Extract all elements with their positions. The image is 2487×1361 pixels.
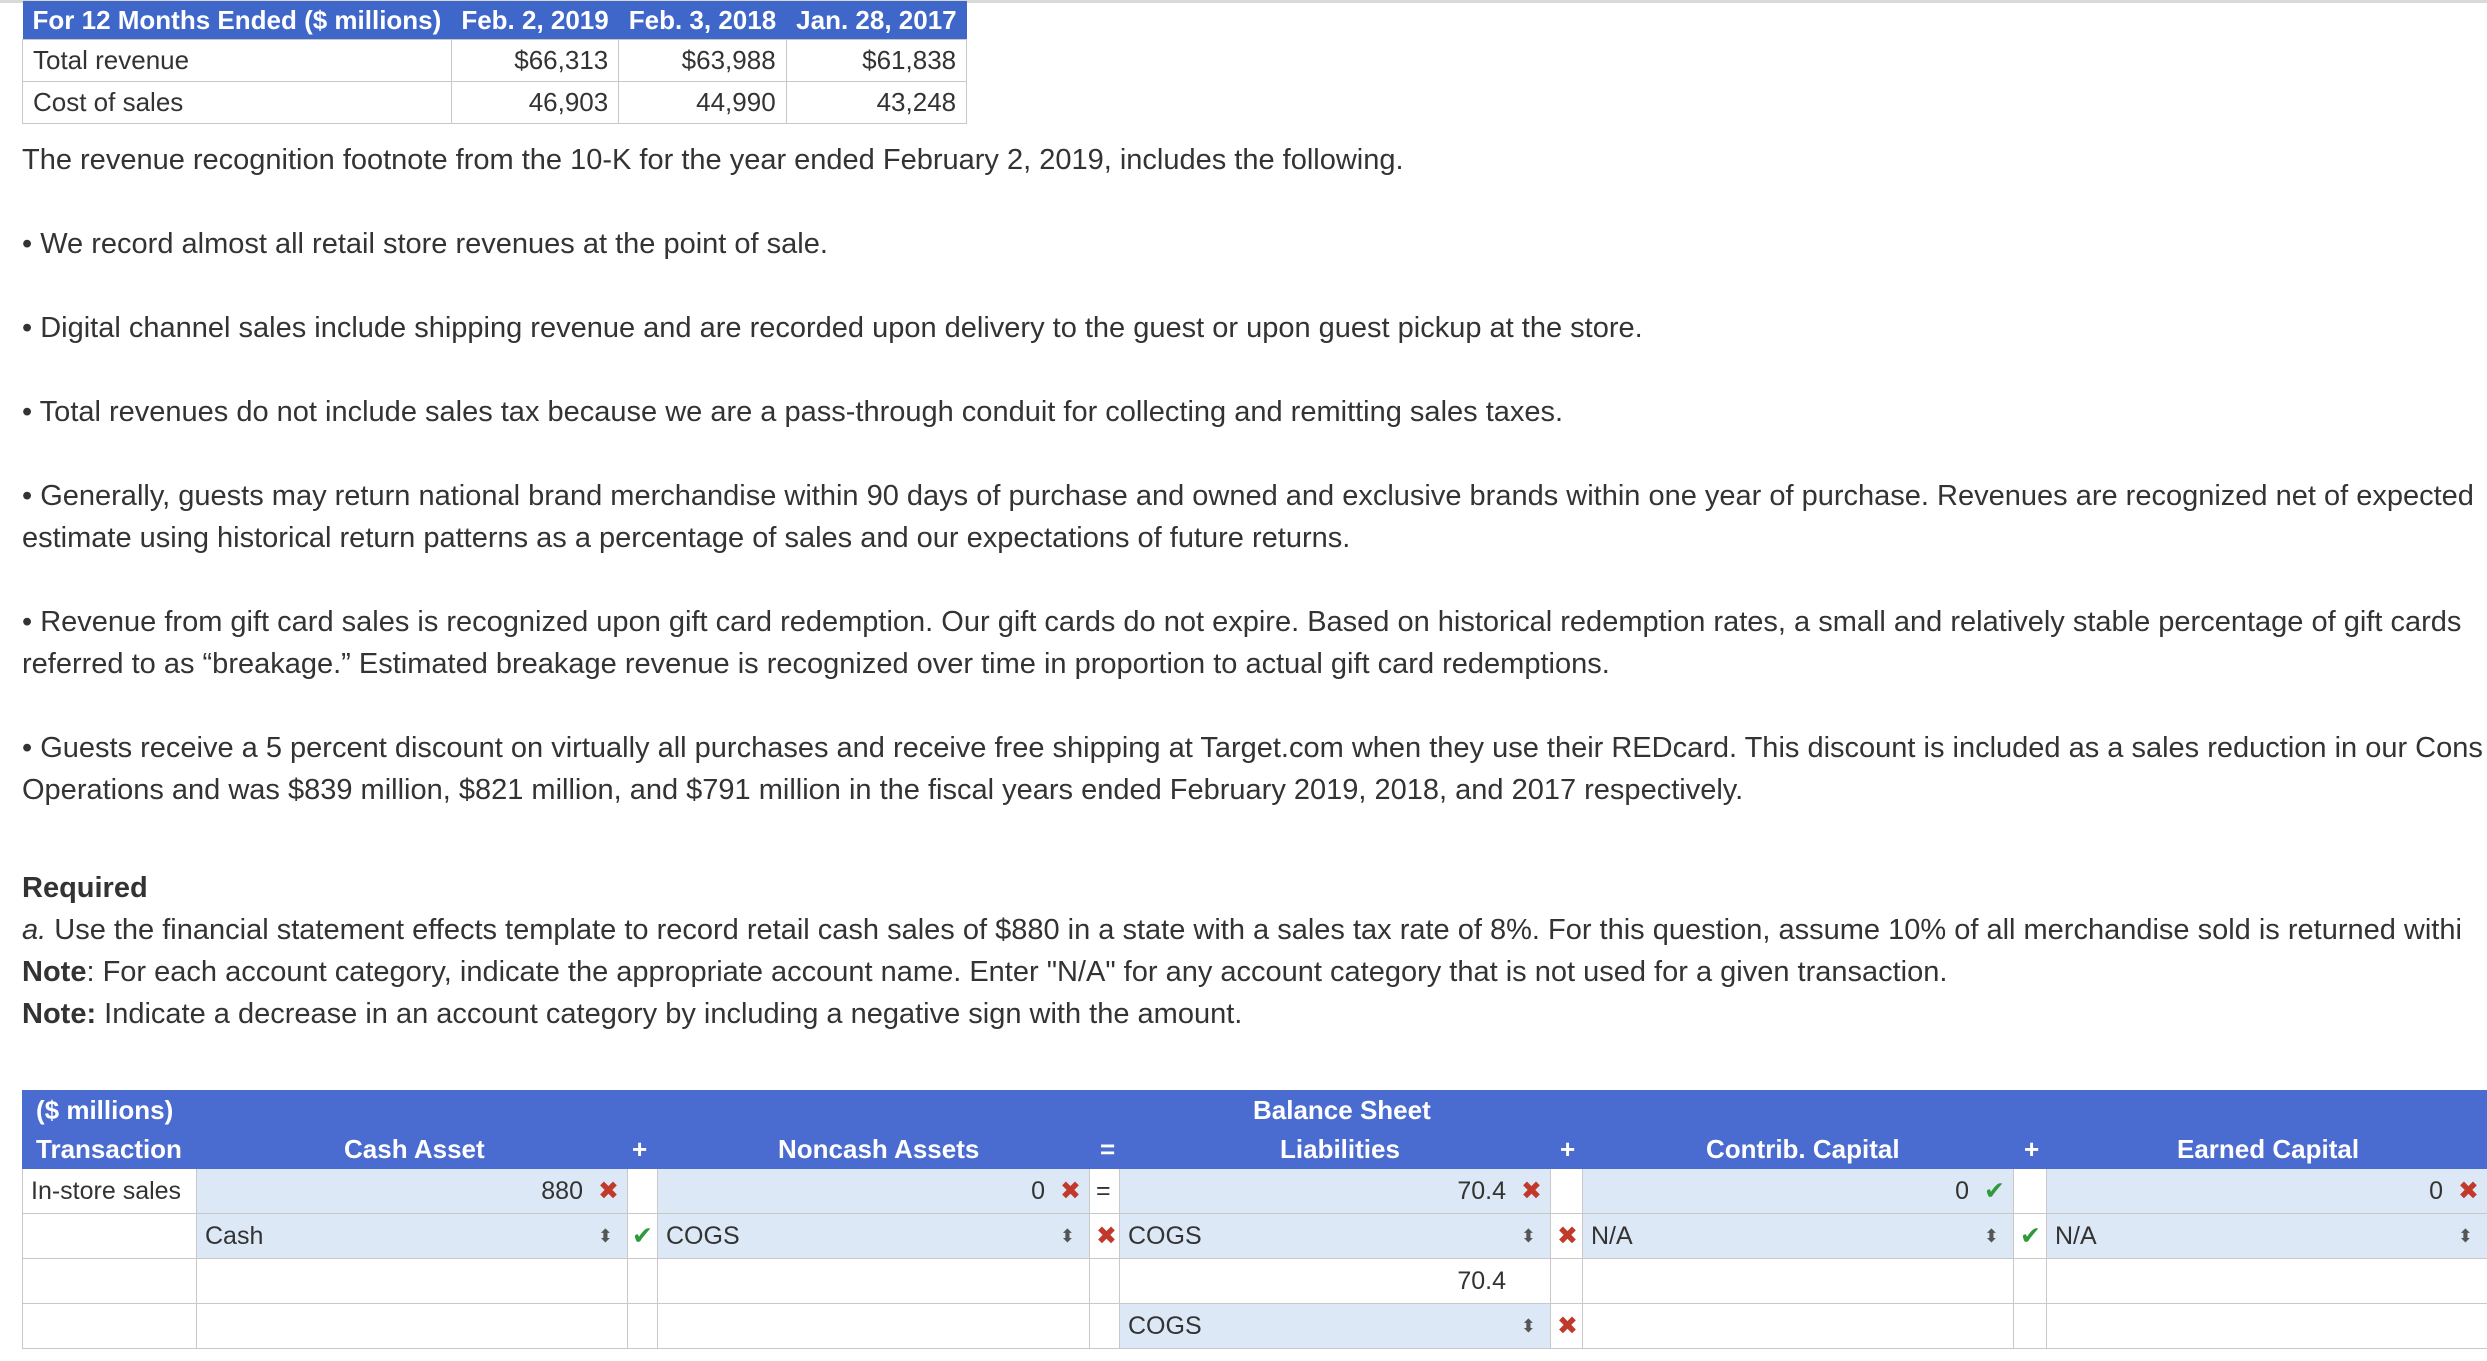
select-arrows-icon: ⬍ xyxy=(1059,1226,1075,1246)
liabilities-account-2-select[interactable] xyxy=(1119,1304,1550,1348)
empty-cell xyxy=(196,1259,627,1303)
contrib-account-value: N/A xyxy=(1591,1222,1633,1250)
equals-sign: = xyxy=(1096,1177,1111,1205)
transaction-cell xyxy=(22,1304,196,1348)
equals-cell xyxy=(1089,1169,1119,1213)
income-table-header xyxy=(23,1,967,40)
select-arrows-icon: ⬍ xyxy=(2457,1226,2473,1246)
select-arrows-icon: ⬍ xyxy=(597,1226,613,1246)
incorrect-icon: ✖ xyxy=(1060,1177,1081,1205)
balance-sheet-header: Balance Sheet xyxy=(1253,1095,1431,1125)
spacer-cell xyxy=(627,1169,657,1213)
noncash-account-value: COGS xyxy=(666,1222,740,1250)
intro-text: The revenue recognition footnote from the 10-K for the year ended February 2, 2019, includes the following. xyxy=(22,144,1404,176)
bullet-returns: • Generally, guests may return national brand merchandise within 90 days of purchase and owned and exclusive brands within one year of purchase. Revenues are recognized net of expected xyxy=(22,480,2474,512)
select-arrows-icon: ⬍ xyxy=(1520,1316,1536,1336)
table-row xyxy=(22,1169,2487,1214)
bullet-redcard-cont: Operations and was $839 million, $821 million, and $791 million in the fiscal years ended February 2019, 2018, and 2017 respectively. xyxy=(22,774,1744,806)
status-cell xyxy=(2013,1214,2046,1258)
incorrect-icon: ✖ xyxy=(2458,1177,2479,1205)
noncash-assets-header: Noncash Assets xyxy=(778,1134,980,1164)
select-arrows-icon: ⬍ xyxy=(1520,1226,1536,1246)
earned-amount-value: 0 xyxy=(2429,1177,2443,1205)
plus-sign: + xyxy=(2024,1134,2040,1164)
select-arrows-icon: ⬍ xyxy=(1983,1226,1999,1246)
cash-asset-header: Cash Asset xyxy=(344,1134,485,1164)
contrib-account-select[interactable] xyxy=(1582,1214,2013,1258)
row-label: Total revenue xyxy=(23,40,452,82)
incorrect-icon: ✖ xyxy=(598,1177,619,1205)
table-row xyxy=(22,1304,2487,1349)
transaction-header: Transaction xyxy=(36,1134,182,1164)
bullet-gift-card-cont: referred to as “breakage.” Estimated breakage revenue is recognized over time in proportion to actual gift card redemptions. xyxy=(22,648,1610,680)
earned-account-select[interactable] xyxy=(2046,1214,2487,1258)
earned-account-value: N/A xyxy=(2055,1222,2097,1250)
empty-cell xyxy=(1550,1259,1582,1303)
part-a-letter: a. xyxy=(22,914,47,946)
correct-icon: ✔ xyxy=(2020,1222,2041,1250)
liabilities-amount-2-cell[interactable] xyxy=(1119,1259,1550,1303)
contrib-amount-value: 0 xyxy=(1955,1177,1969,1205)
plus-sign: + xyxy=(1560,1134,1576,1164)
empty-cell xyxy=(627,1304,657,1348)
template-header xyxy=(22,1090,2487,1169)
spacer-cell xyxy=(2013,1169,2046,1213)
correct-icon: ✔ xyxy=(1984,1177,2005,1205)
row-label: Cost of sales xyxy=(23,82,452,124)
contrib-capital-header: Contrib. Capital xyxy=(1706,1134,1900,1164)
earned-amount-input[interactable] xyxy=(2046,1169,2487,1213)
empty-cell xyxy=(657,1259,1089,1303)
bullet-redcard: • Guests receive a 5 percent discount on virtually all purchases and receive free shipping at Target.com when they use their REDcard. This discount is included as a sales reduction in our Cons xyxy=(22,732,2483,764)
status-cell xyxy=(1550,1304,1582,1348)
liabilities-account-value: COGS xyxy=(1128,1222,1202,1250)
cash-account-value: Cash xyxy=(205,1222,264,1250)
cell-value: 43,248 xyxy=(786,82,966,124)
cash-amount-input[interactable] xyxy=(196,1169,627,1213)
cell-value: $61,838 xyxy=(786,40,966,82)
bullet-digital: • Digital channel sales include shipping revenue and are recorded upon delivery to the guest or upon guest pickup at the store. xyxy=(22,312,1643,344)
incorrect-icon: ✖ xyxy=(1557,1222,1578,1250)
empty-cell xyxy=(657,1304,1089,1348)
note-negative-sign xyxy=(22,993,1242,1035)
status-cell xyxy=(1089,1214,1119,1258)
empty-cell xyxy=(1089,1304,1119,1348)
bullet-sales-tax: • Total revenues do not include sales tax because we are a pass-through conduit for collecting and remitting sales taxes. xyxy=(22,396,1564,428)
table-row xyxy=(23,40,967,82)
cell-value: $66,313 xyxy=(451,40,618,82)
empty-cell xyxy=(1582,1259,2013,1303)
transaction-cell xyxy=(22,1214,196,1258)
status-cell xyxy=(627,1214,657,1258)
units-label: ($ millions) xyxy=(36,1095,174,1125)
liabilities-header: Liabilities xyxy=(1280,1134,1400,1164)
note-label: Note xyxy=(22,956,87,988)
bullet-point-sale: • We record almost all retail store revenues at the point of sale. xyxy=(22,228,828,260)
income-table xyxy=(22,1,967,124)
bullet-gift-card: • Revenue from gift card sales is recognized upon gift card redemption. Our gift cards do not expire. Based on historical redemption rates, a small and relatively stable percentage of gift cards xyxy=(22,606,2462,638)
income-header-period: For 12 Months Ended ($ millions) xyxy=(23,1,452,40)
note-text: Indicate a decrease in an account category by including a negative sign with the amount. xyxy=(96,998,1243,1030)
empty-cell xyxy=(2046,1304,2487,1348)
liabilities-account-2-value: COGS xyxy=(1128,1312,1202,1340)
part-a-text xyxy=(22,909,2462,951)
incorrect-icon: ✖ xyxy=(1557,1312,1578,1340)
table-row xyxy=(22,1214,2487,1259)
incorrect-icon: ✖ xyxy=(1096,1222,1117,1250)
note-text: : For each account category, indicate the appropriate account name. Enter "N/A" for any account category that is not used for a given transaction. xyxy=(86,956,1948,988)
cell-value: 44,990 xyxy=(619,82,786,124)
contrib-amount-input[interactable] xyxy=(1582,1169,2013,1213)
empty-cell xyxy=(2013,1304,2046,1348)
note-account-name xyxy=(22,951,1947,993)
liabilities-amount-2-value: 70.4 xyxy=(1457,1267,1506,1295)
fse-template xyxy=(22,1090,2487,1349)
transaction-label: In-store sales xyxy=(31,1177,182,1205)
note-label: Note: xyxy=(22,998,97,1030)
spacer-cell xyxy=(1550,1169,1582,1213)
table-row xyxy=(22,1259,2487,1304)
empty-cell xyxy=(627,1259,657,1303)
empty-cell xyxy=(1582,1304,2013,1348)
empty-cell xyxy=(2046,1259,2487,1303)
plus-sign: + xyxy=(632,1134,648,1164)
cell-value: $63,988 xyxy=(619,40,786,82)
empty-cell xyxy=(2013,1259,2046,1303)
table-row xyxy=(23,82,967,124)
income-header-2019: Feb. 2, 2019 xyxy=(451,1,618,40)
empty-cell xyxy=(196,1304,627,1348)
transaction-cell xyxy=(22,1169,196,1213)
noncash-account-select[interactable] xyxy=(657,1214,1089,1258)
liabilities-amount-input[interactable] xyxy=(1119,1169,1550,1213)
income-header-2018: Feb. 3, 2018 xyxy=(619,1,786,40)
noncash-amount-input[interactable] xyxy=(657,1169,1089,1213)
bullet-returns-cont: estimate using historical return patterns as a percentage of sales and our expectations of future returns. xyxy=(22,522,1351,554)
liabilities-amount-value: 70.4 xyxy=(1457,1177,1506,1205)
noncash-amount-value: 0 xyxy=(1031,1177,1045,1205)
income-header-2017: Jan. 28, 2017 xyxy=(786,1,966,40)
empty-cell xyxy=(1089,1259,1119,1303)
cash-amount-value: 880 xyxy=(541,1177,583,1205)
status-cell xyxy=(1550,1214,1582,1258)
earned-capital-header: Earned Capital xyxy=(2177,1134,2360,1164)
correct-icon: ✔ xyxy=(632,1222,653,1250)
cell-value: 46,903 xyxy=(451,82,618,124)
required-heading: Required xyxy=(22,872,148,904)
part-a-instruction: Use the financial statement effects template to record retail cash sales of $880 in a state with a sales tax rate of 8%. For this question, assume 10% of all merchandise sold is returned withi xyxy=(46,914,2462,946)
liabilities-account-select[interactable] xyxy=(1119,1214,1550,1258)
cash-account-select[interactable] xyxy=(196,1214,627,1258)
equals-sign: = xyxy=(1100,1134,1116,1164)
incorrect-icon: ✖ xyxy=(1521,1177,1542,1205)
transaction-cell xyxy=(22,1259,196,1303)
